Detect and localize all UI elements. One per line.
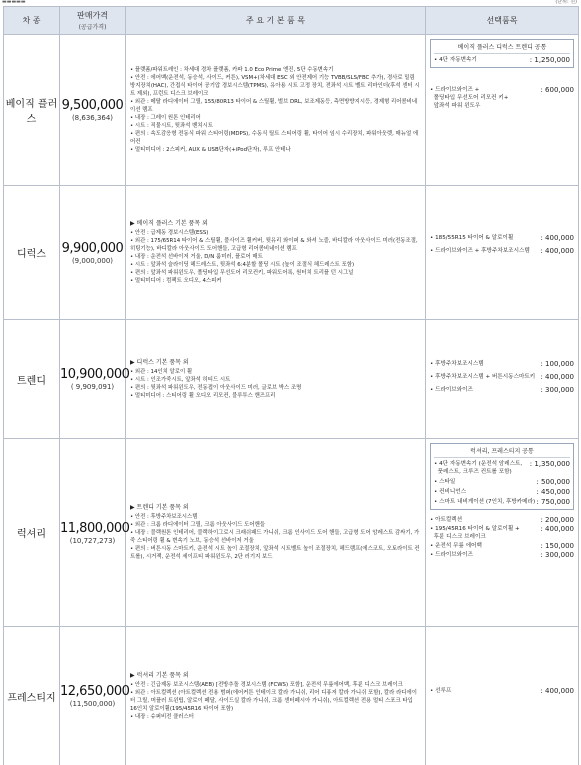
options-list — [430, 86, 574, 110]
option-name: • 4단 자동변속기 (운전석 암레스트, 풋레스트, 크루즈 컨트롤 포함) — [434, 461, 523, 475]
option-name: • 드라이브와이즈 — [430, 387, 473, 393]
option-item — [430, 86, 574, 110]
feature-item: • 외관 : 175/65R14 타이어 & 스틸휠, 풀사이즈 휠커버, 뒷유리 와이퍼 & 와셔 노즐, 바디칼라 아웃사이드 미러(전동조절, 히팅기능), 바디칼라 아웃사이드 도어핸들, 고급형 리어콤비네이션 램프 — [130, 238, 420, 252]
option-item — [430, 516, 574, 524]
trim-options-cell — [426, 35, 579, 186]
header-price — [60, 7, 126, 35]
option-price: : 400,000 — [540, 373, 574, 381]
trim-row — [4, 439, 579, 627]
feature-item: • 편의 : 속도감응형 전동식 파워 스티어링(MDPS), 수동식 틸트 스티어링 휠, 타이어 임시 수리장치, 파워아웃렛, 매뉴얼 에어컨 — [130, 131, 419, 145]
option-item — [430, 687, 574, 695]
feature-item: • 멀티미디어 : 스티어링 휠 오디오 리모컨, 블루투스 핸즈프리 — [130, 392, 276, 399]
trim-features-cell — [126, 439, 426, 627]
trim-price: 10,900,000 — [60, 367, 130, 382]
common-option-item — [434, 498, 570, 506]
feature-item: • 안전 : 에어백(운전석, 동승석, 사이드, 커튼), VSM+(차세대 ESC 외 안전제어 기능 TVBB/SLS/FBC 추가), 경사로 밀림 방지장치(HAC), 간접식 타이어 공기압 경보시스템(TPMS), 유아용 시트 고정 장치, 전좌석 시트 벨트 리마인더(후석 센터 시트 제외), 프런트 디스크 브레이크 — [130, 75, 420, 97]
option-price: : 1,350,000 — [529, 460, 570, 468]
option-name: • 후방주차보조시스템 + 버튼시동스마트키 — [430, 374, 536, 380]
header-corner-mark: ▬▬▬▬▬ — [2, 0, 26, 5]
common-options-box — [430, 39, 574, 68]
trim-price-cell — [60, 320, 130, 439]
option-name: • 아트컬렉션 — [430, 517, 463, 523]
feature-item: • 안전 : 급제동 경보시스템(ESS) — [130, 230, 209, 236]
option-price: : 100,000 — [540, 360, 574, 368]
feature-item: • 시트 : 직물시트, 뒷좌석 벤치시트 — [130, 123, 213, 129]
features-base-note: ▶ 트렌디 기본 품목 외 — [130, 504, 189, 511]
feature-item: • 편의 : 앞좌석 파워윈도우, 폴딩타입 무선도어 리모컨키, 파워도어록, 원터치 트리플 턴 시그널 — [130, 270, 354, 276]
feature-item: • 외관 : 아트컬렉션 (아트컬렉션 전용 범퍼(에어커튼 인테이크 칼라 가니쉬, 리어 디퓨저 칼라 가니쉬 포함), 칼라 라디에이터 그릴, 머플러 트윈팁, 알로이 페달, 사이드실 칼라 가니쉬, 크롬 센터페시아 가니쉬), 아트컬렉션 전용 멀티 스포크 타입 16인치 알로이휠(195/45R16 타이어 포함) — [130, 689, 417, 712]
feature-item: • 시트 : 앞좌석 슬라이딩 헤드레스트, 뒷좌석 6:4분할 폴딩 시트 (높이 조절식 헤드레스트 포함) — [130, 262, 355, 268]
trim-supply-price: ( 9,909,091) — [70, 383, 115, 391]
header-trim: 차 종 — [4, 7, 60, 35]
option-price: : 1,250,000 — [529, 56, 570, 64]
option-name: • 운전석 무릎 에어백 — [430, 543, 482, 549]
option-name: • 스마트 내비게이션 (7인치, 후방카메라) — [434, 499, 536, 505]
option-price: : 200,000 — [540, 516, 574, 524]
options-list — [430, 687, 574, 695]
common-option-item — [434, 478, 570, 486]
option-item — [430, 525, 574, 541]
option-price: : 450,000 — [536, 488, 570, 496]
option-item — [430, 551, 574, 559]
option-name: • 후방주차보조시스템 — [430, 361, 484, 367]
trim-supply-price: (10,727,273) — [69, 536, 116, 545]
common-options-title: 베이직 플러스 디럭스 트렌디 공통 — [434, 42, 570, 54]
option-price: : 750,000 — [536, 498, 570, 506]
features-base-note: ▶ 디럭스 기본 품목 외 — [130, 358, 189, 366]
header-options: 선택품목 — [426, 7, 579, 35]
feature-item: • 안전 : 긴급제동 보조시스템(AEB) [전방추돌 경보시스템 (FCWS) 포함], 운전석 무릎에어백, 후륜 디스크 브레이크 — [130, 681, 403, 688]
trim-price-cell — [60, 35, 126, 186]
trim-name: 프레스티지 — [4, 627, 60, 765]
options-list — [430, 360, 574, 394]
option-name: • 드라이브와이즈 — [430, 552, 473, 558]
trim-supply-price: (9,000,000) — [71, 256, 114, 265]
unit-note: (단위: 원) — [555, 0, 577, 5]
feature-item: • 편의 : 뒷좌석 파워윈도우, 전동접이 아웃사이드 미러, 글로브 박스 조명 — [130, 384, 302, 391]
trim-name: 트렌디 — [4, 320, 60, 439]
option-item — [430, 373, 574, 381]
trim-price-cell — [60, 627, 130, 765]
trim-row — [4, 627, 579, 765]
trim-supply-price: (11,500,000) — [69, 700, 116, 708]
features-base-note: ▶ 베이직 플러스 기본 품목 외 — [130, 220, 208, 227]
trim-price-cell — [60, 186, 126, 320]
option-name: • 드라이브와이즈 + 폴딩타입 무선도어 리모컨 키+ 앞좌석 파워 윈도우 — [430, 87, 509, 109]
option-item — [430, 234, 574, 242]
table-header-row — [4, 7, 579, 35]
trim-row — [4, 186, 579, 320]
option-price: : 400,000 — [540, 687, 574, 695]
feature-item: • 외관 : 크롬 라디에이터 그릴, 크롬 아웃사이드 도어핸들 — [130, 522, 265, 528]
trim-features-cell — [126, 320, 426, 439]
option-price: : 400,000 — [540, 234, 574, 242]
options-list — [430, 234, 574, 255]
trim-features-cell — [126, 186, 426, 320]
trim-row — [4, 35, 579, 186]
option-name: • 컨비니언스 — [434, 489, 467, 495]
option-price: : 400,000 — [540, 525, 574, 533]
common-option-item — [434, 488, 570, 496]
option-price: : 400,000 — [540, 247, 574, 255]
option-name: • 드라이브와이즈 + 후방주차보조시스템 — [430, 248, 530, 254]
trim-options-cell — [426, 439, 579, 627]
option-item — [430, 542, 574, 550]
trim-price: 12,650,000 — [60, 684, 130, 699]
trim-row — [4, 320, 579, 439]
features-base-note: ▶ 럭셔리 기본 품목 외 — [130, 671, 189, 679]
feature-item: • 시트 : 인조가죽시트, 앞좌석 히티드 시트 — [130, 376, 231, 383]
trim-features-cell — [126, 627, 426, 765]
trim-name: 디럭스 — [4, 186, 60, 320]
feature-item: • 내장 : 운전석 선바이저 거울, D/N 룸미러, 플로어 매트 — [130, 254, 263, 260]
trim-supply-price: (8,636,364) — [71, 114, 114, 122]
feature-item: • 외관 : 메탈 라디에이터 그릴, 155/80R13 타이어 & 스틸휠, 벌브 DRL, 보조제동등, 측면방향지시등, 경제형 리어콤비네이션 램프 — [130, 99, 418, 113]
option-item — [430, 247, 574, 255]
trim-options-cell — [426, 627, 579, 765]
option-price: : 600,000 — [540, 86, 574, 94]
trim-price-cell — [60, 439, 130, 627]
feature-item: • 플랫폼/파워트레인 : 차세대 경차 플랫폼, 카파 1.0 Eco Prime 엔진, 5단 수동변속기 — [130, 67, 334, 73]
trim-price: 9,900,000 — [61, 240, 124, 256]
trim-price: 9,500,000 — [61, 98, 124, 113]
feature-item: • 내장 : 그레이 원톤 인테리어 — [130, 115, 201, 121]
header-features: 주 요 기 본 품 목 — [126, 7, 426, 35]
feature-item: • 외관 : 14인치 알로이 휠 — [130, 368, 193, 375]
option-name: • 선루프 — [430, 688, 452, 694]
options-list — [430, 516, 574, 559]
price-table — [3, 6, 579, 765]
option-name: • 4단 자동변속기 — [434, 57, 477, 63]
feature-item: • 내장 : 슈퍼비전 클러스터 — [130, 713, 194, 720]
option-name: • 195/45R16 타이어 & 알로이휠 + 후륜 디스크 브레이크 — [430, 526, 520, 540]
common-option-item — [434, 460, 570, 476]
feature-item: • 멀티미디어 : 컴팩트 오디오, 4스피커 — [130, 278, 222, 284]
header-price-sub: (공급가격) — [78, 24, 107, 31]
trim-options-cell — [426, 186, 579, 320]
trim-price: 11,800,000 — [60, 520, 130, 536]
feature-item: • 멀티미디어 : 2스피커, AUX & USB단자(+iPod단자), 루프 안테나 — [130, 147, 291, 153]
option-item — [430, 360, 574, 368]
option-name: • 185/55R15 타이어 & 알로이휠 — [430, 235, 514, 241]
common-options-title: 럭셔리, 프레스티지 공통 — [434, 446, 570, 458]
feature-item: • 안전 : 후방주차보조시스템 — [130, 514, 198, 520]
option-price: : 300,000 — [540, 551, 574, 559]
option-price: : 150,000 — [540, 542, 574, 550]
feature-item: • 편의 : 버튼시동 스마트키, 운전석 시트 높이 조절장치, 앞좌석 시트벨트 높이 조절장치, 헤드램프(에스코트, 오토라이트 컨트롤), 시거잭, 운전석 세이프티 파워윈도우, 2단 러기지 보드 — [130, 546, 420, 560]
trim-name: 럭셔리 — [4, 439, 60, 627]
feature-item: • 내장 : 블랙원톤 인테리어, 블랙하이그로시 크래쉬패드 가니쉬, 크롬 인사이드 도어 핸들, 고급형 도어 암레스트 감싸기, 가죽 스티어링 휠 & 변속기 노브, 동승석 선바이저 거울 — [130, 530, 420, 544]
option-price: : 300,000 — [540, 386, 574, 394]
trim-features-cell — [126, 35, 426, 186]
option-name: • 스타일 — [434, 479, 456, 485]
trim-name: 베이직 플러스 — [4, 35, 60, 186]
common-option-item — [434, 56, 570, 64]
option-price: : 500,000 — [536, 478, 570, 486]
common-options-box — [430, 443, 574, 510]
header-price-label: 판매가격 — [77, 11, 108, 20]
option-item — [430, 386, 574, 394]
trim-options-cell — [426, 320, 579, 439]
